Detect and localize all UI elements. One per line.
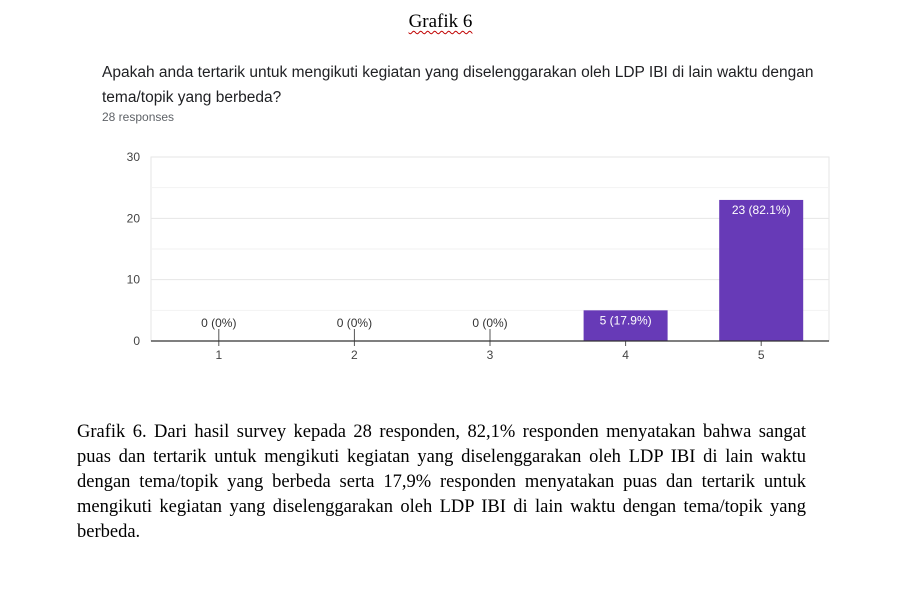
document-title: Grafik 6 [408,11,473,32]
data-label: 0 (0%) [336,316,373,330]
bar [719,200,803,341]
bar-chart [0,140,900,370]
chart-caption: Grafik 6. Dari hasil survey kepada 28 responden, 82,1% responden menyatakan bahwa sangat puas dan tertarik untuk mengikuti kegiatan yang diselenggarakan oleh LDP IBI di lain waktu dengan tema/topik yang berbeda serta 17,9% responden menyatakan puas dan tertarik untuk mengikuti kegiatan yang diselenggarakan oleh LDP IBI di lain waktu dengan tema/topik yang berbeda. [77,422,806,542]
y-tick-label: 0 [133,334,140,348]
x-tick-label: 2 [351,348,358,362]
survey-question: Apakah anda tertarik untuk mengikuti kegiatan yang diselenggarakan oleh LDP IBI di lain waktu dengan tema/topik yang berbeda? [102,64,814,106]
y-tick-label: 30 [126,150,140,164]
x-tick-label: 4 [622,348,629,362]
data-label: 23 (82.1%) [731,202,791,217]
x-tick-label: 1 [215,348,223,362]
data-label: 0 (0%) [472,316,508,330]
x-tick-label: 3 [486,348,494,362]
response-count: 28 responses [102,110,175,124]
x-tick-label: 5 [757,348,765,362]
data-label: 5 (17.9%) [599,313,652,328]
y-tick-label: 10 [126,272,140,287]
data-label: 0 (0%) [201,316,237,330]
y-tick-label: 20 [126,211,140,226]
